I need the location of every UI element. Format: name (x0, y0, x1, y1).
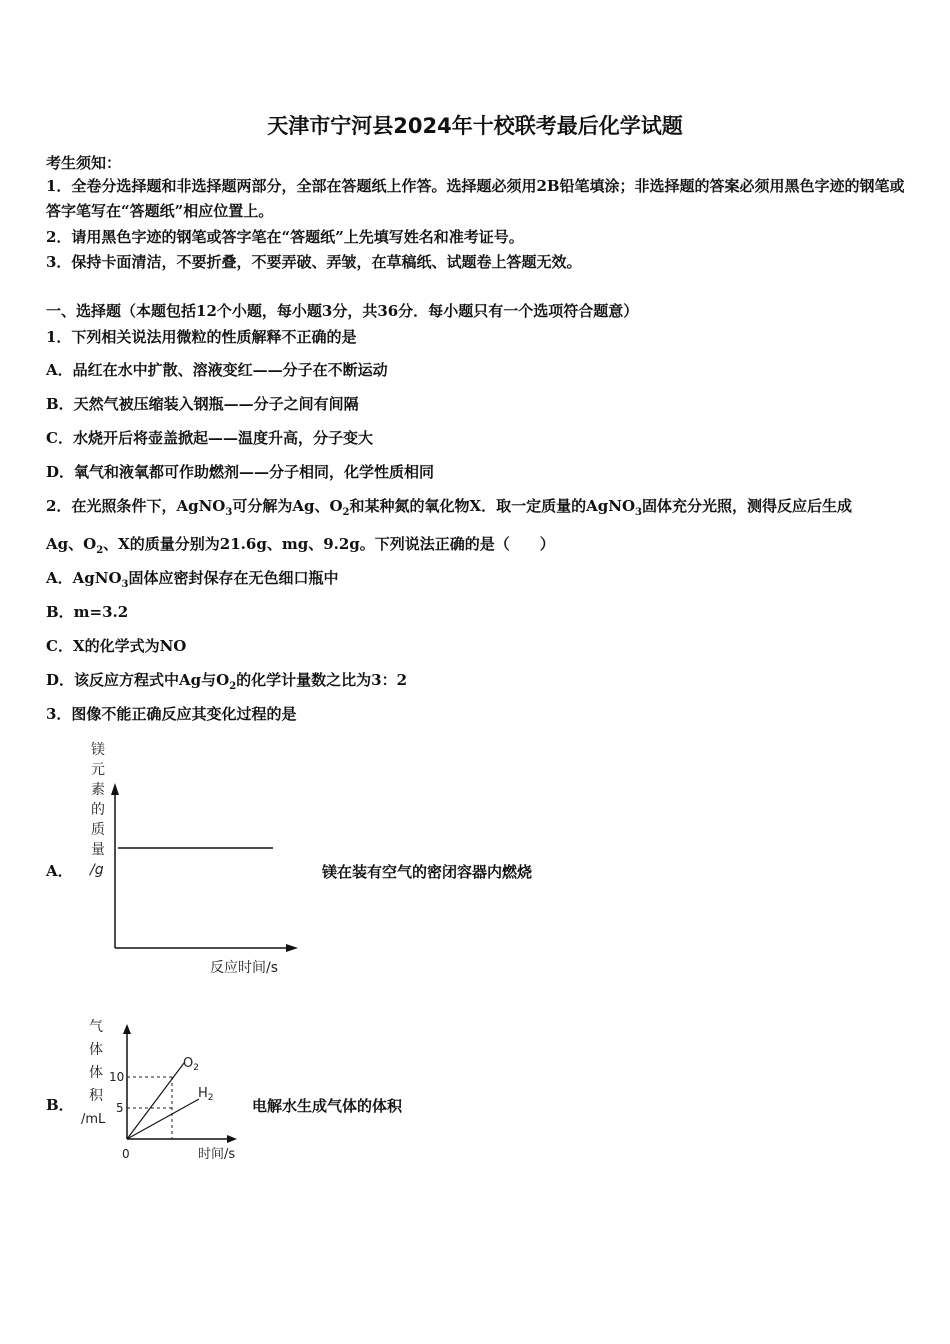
question-2-option-c: C．X的化学式为NO (46, 637, 187, 655)
question-3-stem: 3．图像不能正确反应其变化过程的是 (46, 705, 297, 723)
question-2-stem: 2．在光照条件下，AgNO$_3$可分解为Ag、$O_2$和某种氮的氧化物X．取一定质量的AgNO$_3$固体充分光照，测得反应后生成 (46, 497, 853, 518)
question-3-option-a-label: A． (46, 862, 73, 880)
question-2-option-b: B．m=3.2 (46, 603, 129, 621)
graph-b-tick-10: 10 (109, 1070, 125, 1084)
graph-b-y-arrow (123, 1024, 131, 1034)
question-2-option-a: A．AgNO$_3$固体应密封保存在无色细口瓶中 (46, 569, 339, 590)
graph-a-ylabel-3: 素 (91, 782, 105, 798)
graph-a (80, 738, 320, 983)
notice-item-1: 1．全卷分选择题和非选择题两部分，全部在答题纸上作答。选择题必须用2B铅笔填涂；非选择题的答案必须用黑色字迹的钢笔或答字笔写在“答题纸”相应位置上。 (46, 177, 905, 220)
question-3-option-b-caption: 电解水生成气体的体积 (252, 1097, 403, 1115)
graph-a-ylabel-1: 镁 (91, 742, 105, 758)
graph-a-ylabel-5: 质 (91, 822, 105, 838)
question-1-stem: 1．下列相关说法用微粒的性质解释不正确的是 (46, 328, 357, 346)
graph-b-ylabel-3: 体 (89, 1065, 103, 1081)
question-2-option-d: D．该反应方程式中Ag与$O_2$的化学计量数之比为3：2 (46, 671, 408, 692)
graph-b-ylabel-2: 体 (89, 1042, 103, 1058)
section-heading: 一、选择题（本题包括12个小题，每小题3分，共36分．每小题只有一个选项符合题意） (46, 302, 639, 320)
graph-b-x-arrow (227, 1135, 237, 1143)
notice-heading: 考生须知： (46, 154, 122, 172)
graph-b-line-h2 (127, 1099, 199, 1139)
graph-b-xlabel: 时间/s (198, 1147, 236, 1162)
question-1-option-d: D．氧气和液氧都可作助燃剂——分子相同，化学性质相同 (46, 463, 435, 481)
graph-a-x-arrow (286, 944, 298, 952)
question-1-option-b: B．天然气被压缩装入钢瓶——分子之间有间隔 (46, 395, 359, 413)
graph-b-origin: 0 (122, 1147, 130, 1161)
graph-b-o2-label: $O_2$ (183, 1056, 199, 1073)
notice-item-3: 3．保持卡面清洁，不要折叠，不要弄破、弄皱，在草稿纸、试题卷上答题无效。 (46, 253, 582, 271)
graph-a-xlabel: 反应时间/s (210, 960, 279, 976)
graph-a-y-arrow (111, 783, 119, 795)
graph-a-ylabel-2: 元 (91, 762, 105, 778)
graph-b-line-o2 (127, 1063, 184, 1139)
question-1-option-a: A．品红在水中扩散、溶液变红——分子在不断运动 (46, 361, 388, 379)
graph-b-tick-5: 5 (116, 1101, 124, 1115)
graph-a-ylabel-unit: /g (90, 862, 104, 878)
graph-b-h2-label: $H_2$ (198, 1086, 214, 1103)
question-3-option-a-caption: 镁在装有空气的密闭容器内燃烧 (322, 863, 533, 881)
graph-b (78, 1015, 248, 1165)
question-2-stem-line2: Ag、$O_2$、X的质量分别为21.6g、mg、9.2g。下列说法正确的是（ ） (46, 535, 555, 556)
page-title: 天津市宁河县2024年十校联考最后化学试题 (267, 114, 683, 138)
question-1-option-c: C．水烧开后将壶盖掀起——温度升高，分子变大 (46, 429, 373, 447)
notice-item-2: 2．请用黑色字迹的钢笔或答字笔在“答题纸”上先填写姓名和准考证号。 (46, 228, 524, 246)
question-3-option-b-label: B． (46, 1096, 74, 1114)
graph-b-ylabel-4: 积 (89, 1088, 103, 1104)
graph-b-ylabel-unit: /mL (81, 1112, 106, 1127)
graph-a-ylabel-6: 量 (91, 842, 105, 858)
graph-b-ylabel-1: 气 (89, 1019, 103, 1035)
graph-a-ylabel-4: 的 (91, 802, 105, 818)
